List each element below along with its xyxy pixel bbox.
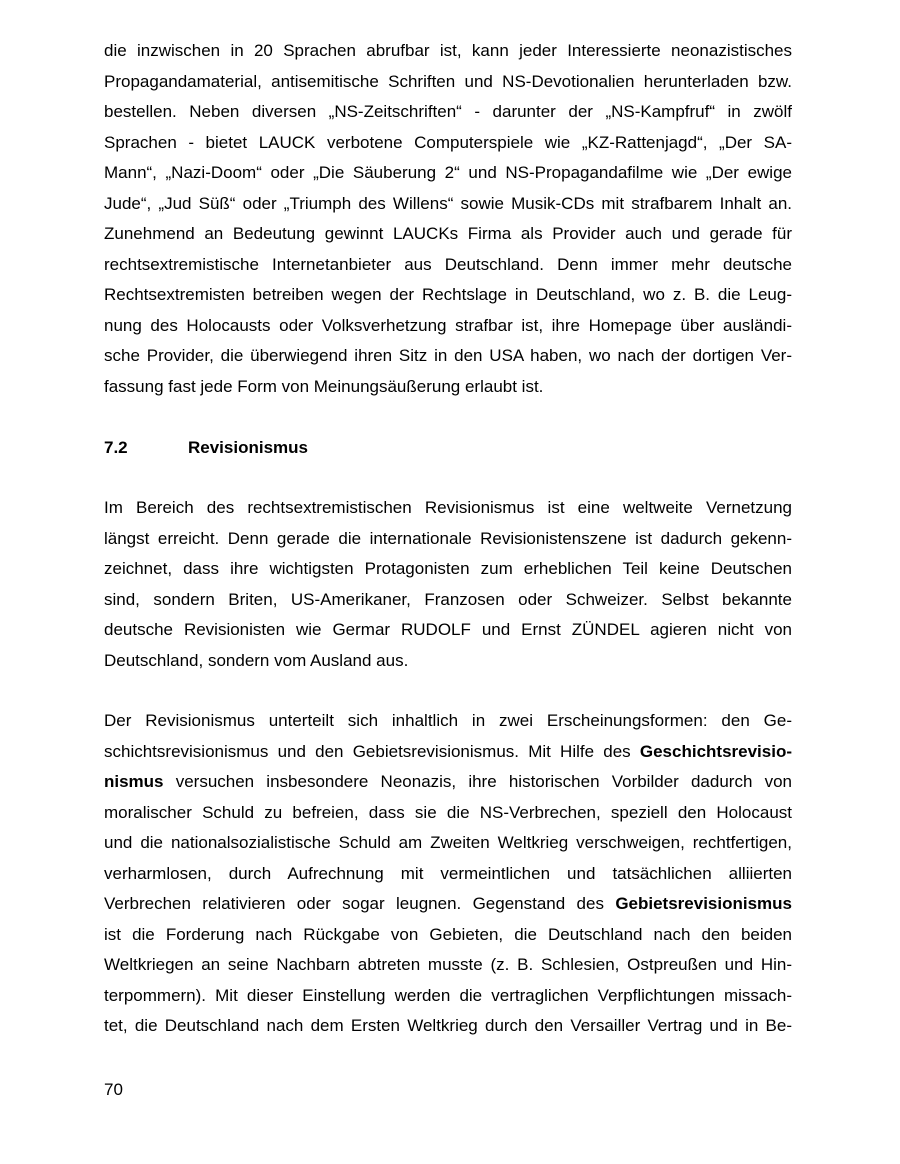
text-line: Jude“, „Jud Süß“ oder „Triumph des Willens“ sowie Musik-CDs mit strafbarem Inhalt an.	[104, 193, 792, 213]
text-line: verharmlosen, durch Aufrechnung mit vermeintlichen und tatsächlichen alliierten	[104, 863, 792, 883]
text-line: längst erreicht. Denn gerade die internationale Revisionistenszene ist dadurch gekenn-	[104, 528, 792, 548]
text-line: nung des Holocausts oder Volksverhetzung strafbar ist, ihre Homepage über ausländi-	[104, 315, 792, 335]
text-line: deutsche Revisionisten wie Germar RUDOLF und Ernst ZÜNDEL agieren nicht von	[104, 620, 792, 639]
text-line	[104, 737, 792, 768]
text-line: Im Bereich des rechtsextremistischen Revisionismus ist eine weltweite Vernetzung	[104, 498, 792, 517]
text-line: die inzwischen in 20 Sprachen abrufbar ist, kann jeder Interessierte neonazistisches	[104, 41, 792, 60]
text-line: Rechtsextremisten betreiben wegen der Rechtslage in Deutschland, wo z. B. die Leug-	[104, 285, 792, 304]
text-line: sche Provider, die überwiegend ihren Sitz in den USA haben, wo nach der dortigen Ver-	[104, 346, 792, 365]
text-line: bestellen. Neben diversen „NS-Zeitschriften“ - darunter der „NS-Kampfruf“ in zwölf	[104, 102, 792, 121]
bold-term: nismus	[104, 772, 164, 791]
paragraph-revisionism-forms	[104, 706, 792, 1042]
text-line	[104, 767, 792, 798]
text-line: Weltkriegen an seine Nachbarn abtreten musste (z. B. Schlesien, Ostpreußen und Hin-	[104, 955, 792, 974]
text-line: tet, die Deutschland nach dem Ersten Weltkrieg durch den Versailler Vertrag und in Be-	[104, 1016, 792, 1035]
text-line: zeichnet, dass ihre wichtigsten Protagonisten zum erheblichen Teil keine Deutschen	[104, 559, 792, 578]
text-segment: versuchen insbesondere Neonazis, ihre historischen Vorbilder dadurch von	[163, 772, 792, 791]
text-segment: Verbrechen relativieren oder sogar leugnen. Gegenstand des	[104, 894, 616, 913]
text-segment: schichtsrevisionismus und den Gebietsrevisionismus. Mit Hilfe des	[104, 741, 640, 761]
text-line: Zunehmend an Bedeutung gewinnt LAUCKs Firma als Provider auch und gerade für	[104, 224, 792, 243]
text-line: Sprachen - bietet LAUCK verbotene Computerspiele wie „KZ-Rattenjagd“, „Der SA-	[104, 132, 792, 152]
paragraph-lauck	[104, 36, 792, 402]
bold-term: Geschichtsrevisio-	[639, 741, 792, 761]
text-line: Propagandamaterial, antisemitische Schriften und NS-Devotionalien herunterladen bzw.	[104, 71, 792, 91]
text-line: Mann“, „Nazi-Doom“ oder „Die Säuberung 2“ und NS-Propagandafilme wie „Der ewige	[104, 163, 792, 182]
text-line: sind, sondern Briten, US-Amerikaner, Franzosen oder Schweizer. Selbst bekannte	[104, 589, 792, 609]
bold-term: Gebietsrevisionismus	[615, 894, 792, 913]
text-line: fassung fast jede Form von Meinungsäußerung erlaubt ist.	[104, 376, 544, 396]
text-line: rechtsextremistische Internetanbieter aus Deutschland. Denn immer mehr deutsche	[104, 254, 792, 274]
section-title: Revisionismus	[188, 438, 308, 457]
text-line: terpommern). Mit dieser Einstellung werden die vertraglichen Verpflichtungen missach-	[104, 985, 792, 1005]
paragraph-revisionism-network	[104, 493, 792, 676]
page-number: 70	[104, 1080, 123, 1099]
text-line: Der Revisionismus unterteilt sich inhaltlich in zwei Erscheinungsformen: den Ge-	[104, 711, 792, 730]
text-line: und die nationalsozialistische Schuld am Zweiten Weltkrieg verschweigen, rechtfertigen,	[104, 833, 792, 852]
section-number: 7.2	[104, 438, 128, 457]
text-line: ist die Forderung nach Rückgabe von Gebieten, die Deutschland nach den beiden	[104, 924, 792, 944]
text-line	[104, 889, 792, 920]
text-line: moralischer Schuld zu befreien, dass sie die NS-Verbrechen, speziell den Holocaust	[104, 802, 792, 822]
text-line: Deutschland, sondern vom Ausland aus.	[104, 650, 409, 670]
